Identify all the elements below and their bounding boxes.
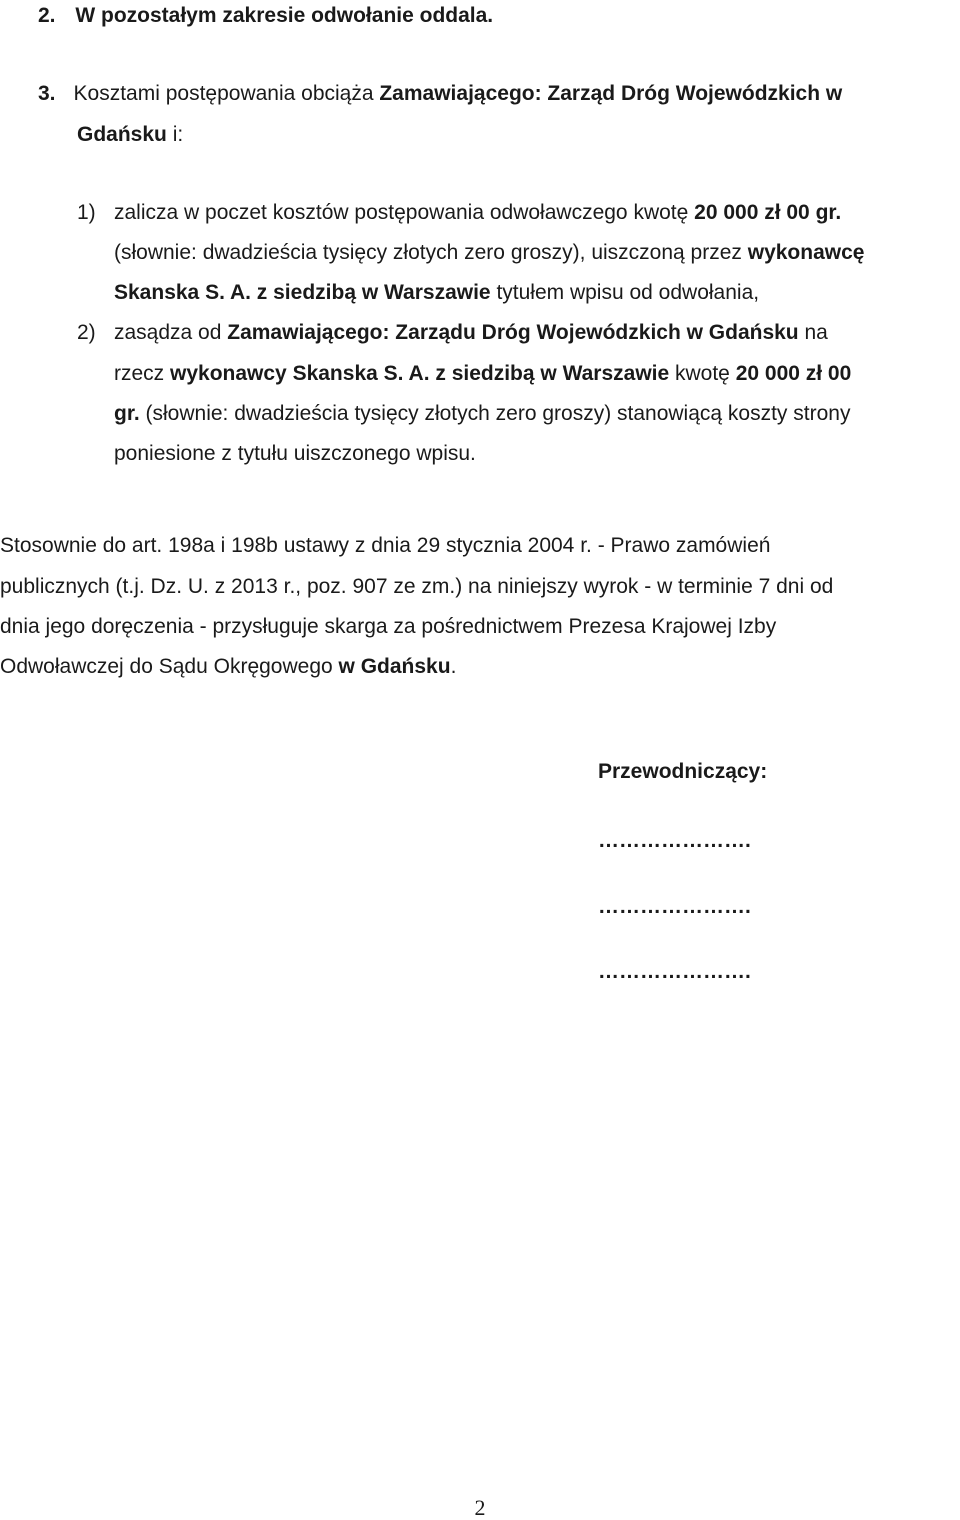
item-2-text: W pozostałym zakresie odwołanie oddala. [75, 4, 494, 27]
sub-1-line-2 [114, 241, 864, 265]
appeal-l4-end: . [450, 655, 457, 678]
sub-2-l1-end: na [798, 321, 828, 344]
item-2 [38, 4, 493, 28]
sub-1-l1-amount: 20 000 zł 00 gr. [694, 201, 842, 224]
sub-1-line-1 [114, 201, 841, 225]
sub-2-l2-kwote: kwotę [669, 362, 736, 385]
appeal-l4-city: w Gdańsku [338, 655, 451, 678]
sub-2-line-1 [114, 321, 828, 345]
sub-1-l2-party: wykonawcę [747, 241, 865, 264]
sub-1-line-3 [114, 281, 759, 305]
item-3-line-1 [38, 82, 956, 106]
sub-1-l3-party: Skanska S. A. z siedzibą w Warszawie [114, 281, 491, 304]
sub-2-l2-text: rzecz [114, 362, 171, 385]
sub-2-number: 2) [77, 321, 96, 344]
appeal-line-3: dnia jego doręczenia - przysługuje skarga za pośrednictwem Prezesa Krajowej Izby [0, 615, 777, 638]
sub-2-l3-gr: gr. [114, 402, 140, 425]
signature-dots-3: …………………. [598, 960, 751, 983]
sub-2-l2-party: wykonawcy Skanska S. A. z siedzibą w Warszawie [170, 362, 670, 385]
sub-2-l1-text: zasądza od [114, 321, 228, 344]
sub-2-l1-party: Zamawiającego: Zarządu Dróg Wojewódzkich w Gdańsku [227, 321, 799, 344]
sub-1-number: 1) [77, 201, 96, 224]
appeal-line-1: Stosownie do art. 198a i 198b ustawy z dnia 29 stycznia 2004 r. - Prawo zamówień [0, 534, 771, 557]
appeal-line-4 [0, 655, 456, 679]
item-3-number: 3. [38, 82, 56, 105]
sub-2-l3-text: (słownie: dwadzieścia tysięcy złotych zero groszy) stanowiącą koszty strony [139, 402, 851, 425]
sub-2-line-3 [114, 402, 850, 426]
page-number: 2 [474, 1495, 486, 1520]
signature-dots-2: …………………. [598, 895, 751, 918]
signature-dots-1: …………………. [598, 829, 751, 852]
item-3-text-c: Gdańsku [77, 123, 167, 146]
sub-2-l2-amount: 20 000 zł 00 [735, 362, 852, 385]
signature-title: Przewodniczący: [598, 760, 768, 783]
item-3-text-b: Zamawiającego: Zarząd Dróg Wojewódzkich w [379, 82, 843, 105]
sub-2-line-2 [114, 362, 851, 386]
item-3-text-d: i: [166, 123, 184, 146]
sub-1-l2-text: (słownie: dwadzieścia tysięcy złotych zero groszy), uiszczoną przez [114, 241, 748, 264]
item-2-number: 2. [38, 4, 56, 27]
sub-2-line-4: poniesione z tytułu uiszczonego wpisu. [114, 442, 476, 465]
sub-1-l3-text: tytułem wpisu od odwołania, [490, 281, 760, 304]
item-3-text-a: Kosztami postępowania obciąża [73, 82, 380, 105]
item-3-line-2 [77, 123, 183, 147]
appeal-l4-text: Odwoławczej do Sądu Okręgowego [0, 655, 339, 678]
sub-1-l1-text: zalicza w poczet kosztów postępowania odwoławczego kwotę [114, 201, 695, 224]
appeal-line-2: publicznych (t.j. Dz. U. z 2013 r., poz. 907 ze zm.) na niniejszy wyrok - w terminie 7 dni od [0, 575, 834, 598]
